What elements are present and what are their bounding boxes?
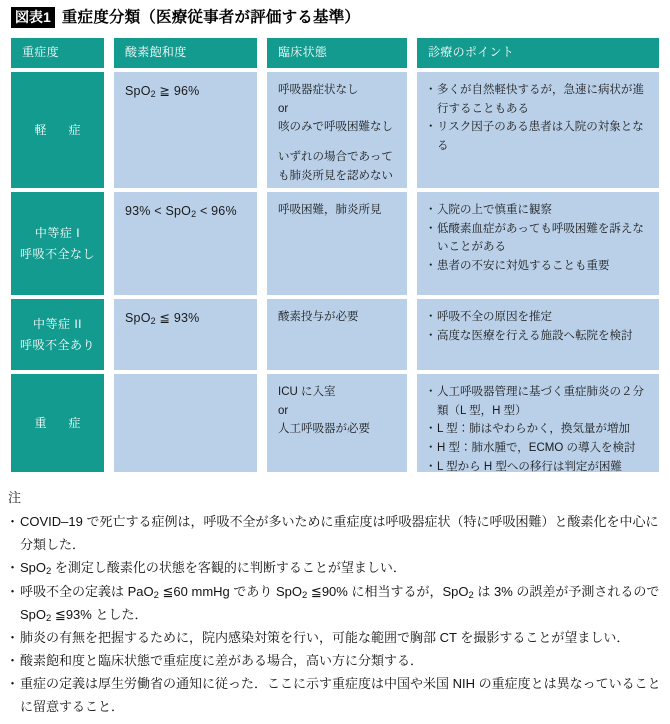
- care-points-list: [428, 201, 651, 276]
- severity-label-line: 中等症 I: [34, 225, 81, 240]
- clinical-line: 呼吸器症状なし: [278, 84, 359, 96]
- care-point-item: ・ 低酸素血症があっても呼吸困難を訴えないことがある: [428, 220, 651, 257]
- note-item: ・ 呼吸不全の定義は PaO$_2$ ≦60 mmHg であり SpO$_2$ ≦90% に相当するが，SpO$_2$ は 3% の誤差が予測されるので SpO$_2$ ≦93% とした．: [8, 580, 662, 626]
- care-points-cell: [417, 374, 659, 472]
- notes-section: [8, 486, 662, 718]
- care-points-cell: [417, 299, 659, 370]
- oxygen-saturation-cell: [114, 72, 257, 188]
- care-points-list: [428, 81, 651, 156]
- spo2-value: SpO$_2$ ≧ 96%: [125, 84, 200, 99]
- severity-classification-table: [11, 38, 659, 476]
- care-point-item: ・ L 型：肺はやわらかく，換気量が増加: [428, 420, 651, 439]
- clinical-status-cell: [267, 192, 407, 295]
- severity-label-line: 呼吸不全なし: [19, 246, 95, 261]
- table-header-row: [11, 38, 659, 68]
- clinical-line: or: [278, 102, 289, 115]
- note-item: ・ COVID–19 で死亡する症例は，呼吸不全が多いために重症度は呼吸器症状（特に呼吸困難）と酸素化を中心に分類した．: [8, 510, 662, 556]
- oxygen-saturation-cell: [114, 192, 257, 295]
- care-point-item: ・ 呼吸不全の原因を推定: [428, 308, 651, 327]
- clinical-line: いずれの場合であって: [278, 150, 393, 163]
- note-item: ・ SpO$_2$ を測定し酸素化の状態を客観的に判断することが望ましい．: [8, 556, 662, 579]
- clinical-line: 咳のみで呼吸困難なし: [278, 121, 393, 134]
- severity-label-cell: [11, 374, 104, 472]
- care-points-list: [428, 383, 651, 476]
- figure-number-badge: 図表1: [11, 7, 55, 28]
- table-row: [11, 299, 659, 370]
- severity-label-line: 軽 症: [34, 122, 86, 137]
- clinical-line: or: [278, 404, 289, 417]
- severity-label-cell: [11, 299, 104, 370]
- table-row: [11, 374, 659, 472]
- care-points-list: [428, 308, 651, 345]
- severity-label-cell: [11, 192, 104, 295]
- severity-label-cell: [11, 72, 104, 188]
- severity-label-line: 重 症: [34, 415, 86, 430]
- care-point-item: ・ 多くが自然軽快するが，急速に病状が進行することもある: [428, 81, 651, 118]
- figure-title: 重症度分類（医療従事者が評価する基準）: [61, 8, 361, 26]
- care-point-item: ・ 入院の上で慎重に観察: [428, 201, 651, 220]
- column-header-care-points: 診療のポイント: [417, 38, 659, 68]
- clinical-status-cell: [267, 374, 407, 472]
- clinical-status-cell: [267, 72, 407, 188]
- table-row: [11, 192, 659, 295]
- clinical-spacer: [278, 137, 399, 148]
- care-point-item: ・ 患者の不安に対処することも重要: [428, 257, 651, 276]
- note-item: ・ 肺炎の有無を把握するために，院内感染対策を行い，可能な範囲で胸部 CT を撮影することが望ましい．: [8, 626, 662, 649]
- severity-label-line: 呼吸不全あり: [19, 337, 95, 352]
- clinical-line: 人工呼吸器が必要: [278, 423, 370, 436]
- clinical-line: 呼吸困難，肺炎所見: [278, 204, 382, 216]
- note-item: ・ 重症の定義は厚生労働省の通知に従った．ここに示す重症度は中国や米国 NIH の重症度とは異なっていることに留意すること．: [8, 672, 662, 718]
- clinical-line: ICU に入室: [278, 386, 336, 398]
- care-points-cell: [417, 192, 659, 295]
- clinical-line: も肺炎所見を認めない: [278, 169, 393, 182]
- clinical-line: 酸素投与が必要: [278, 311, 359, 323]
- care-point-item: ・ L 型から H 型への移行は判定が困難: [428, 458, 651, 477]
- care-point-item: ・ H 型：肺水腫で，ECMO の導入を検討: [428, 439, 651, 458]
- column-header-severity: 重症度: [11, 38, 104, 68]
- care-points-cell: [417, 72, 659, 188]
- notes-list: [8, 510, 662, 718]
- care-point-item: ・ リスク因子のある患者は入院の対象となる: [428, 118, 651, 155]
- note-item: ・ 酸素飽和度と臨床状態で重症度に差がある場合，高い方に分類する．: [8, 649, 662, 672]
- care-point-item: ・ 人工呼吸器管理に基づく重症肺炎の２分類（L 型，H 型）: [428, 383, 651, 420]
- figure-title-row: [0, 0, 670, 28]
- severity-label-line: 中等症 II: [32, 316, 82, 331]
- oxygen-saturation-cell: [114, 374, 257, 472]
- spo2-value: 93% < SpO$_2$ < 96%: [125, 204, 237, 219]
- clinical-status-cell: [267, 299, 407, 370]
- table-row: [11, 72, 659, 188]
- notes-heading: 注: [8, 490, 22, 505]
- care-point-item: ・ 高度な医療を行える施設へ転院を検討: [428, 327, 651, 346]
- column-header-oxygen-saturation: 酸素飽和度: [114, 38, 257, 68]
- spo2-value: SpO$_2$ ≦ 93%: [125, 311, 200, 326]
- oxygen-saturation-cell: [114, 299, 257, 370]
- column-header-clinical-status: 臨床状態: [267, 38, 407, 68]
